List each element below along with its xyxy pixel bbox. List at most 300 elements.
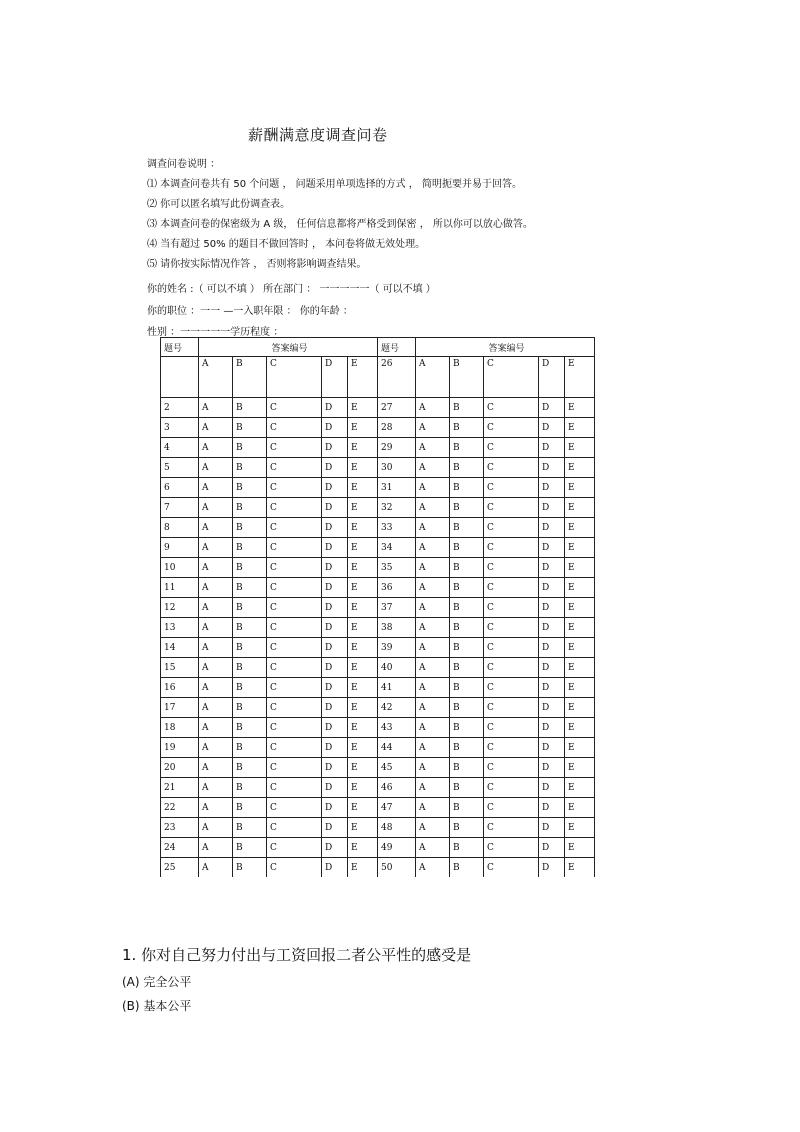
answer-option-e[interactable]: E: [348, 718, 378, 738]
answer-option-c[interactable]: C: [484, 518, 539, 538]
answer-option-a[interactable]: A: [199, 758, 233, 778]
answer-option-e[interactable]: E: [348, 438, 378, 458]
question-number-cell: 37: [378, 598, 416, 618]
answer-option-e[interactable]: E: [565, 698, 595, 718]
answer-option-d[interactable]: D: [539, 618, 565, 638]
table-row: [161, 418, 595, 438]
answer-option-b[interactable]: B: [233, 718, 267, 738]
table-row: [161, 778, 595, 798]
answer-option-b[interactable]: B: [450, 518, 484, 538]
answer-option-c[interactable]: C: [484, 798, 539, 818]
answer-option-c[interactable]: C: [267, 598, 322, 618]
question-number-cell: 20: [161, 758, 199, 778]
answer-option-a[interactable]: A: [199, 798, 233, 818]
answer-option-a[interactable]: A: [416, 357, 450, 398]
answer-option-e[interactable]: E: [348, 398, 378, 418]
answer-option-e[interactable]: E: [565, 598, 595, 618]
answer-option-e[interactable]: E: [565, 558, 595, 578]
answer-option-a[interactable]: A: [416, 638, 450, 658]
answer-option-a[interactable]: A: [199, 538, 233, 558]
answer-option-b[interactable]: B: [233, 778, 267, 798]
answer-option-e[interactable]: E: [565, 618, 595, 638]
answer-option-c[interactable]: C: [267, 838, 322, 858]
answer-option-c[interactable]: C: [484, 778, 539, 798]
answer-option-a[interactable]: A: [199, 498, 233, 518]
answer-option-b[interactable]: B: [233, 498, 267, 518]
table-row: [161, 818, 595, 838]
answer-option-b[interactable]: B: [233, 418, 267, 438]
table-row: [161, 638, 595, 658]
answer-option-b[interactable]: B: [233, 698, 267, 718]
answer-option-a[interactable]: A: [416, 458, 450, 478]
answer-option-e[interactable]: E: [348, 538, 378, 558]
answer-option-d[interactable]: D: [322, 698, 348, 718]
question-number-cell: 23: [161, 818, 199, 838]
question-number-cell: 10: [161, 558, 199, 578]
answer-option-c[interactable]: C: [484, 678, 539, 698]
answer-option-d[interactable]: D: [539, 738, 565, 758]
answer-option-d[interactable]: D: [539, 398, 565, 418]
question-number-cell: 30: [378, 458, 416, 478]
question-number-cell: 8: [161, 518, 199, 538]
answer-option-a[interactable]: A: [416, 798, 450, 818]
answer-option-e[interactable]: E: [348, 678, 378, 698]
answer-option-e[interactable]: E: [348, 738, 378, 758]
answer-option-c[interactable]: C: [267, 738, 322, 758]
answer-option-c[interactable]: C: [484, 357, 539, 398]
answer-option-b[interactable]: B: [233, 518, 267, 538]
answer-option-a[interactable]: A: [199, 357, 233, 398]
answer-option-c[interactable]: C: [484, 478, 539, 498]
answer-option-c[interactable]: C: [484, 598, 539, 618]
answer-option-b[interactable]: B: [450, 398, 484, 418]
answer-option-a[interactable]: A: [199, 678, 233, 698]
answer-option-c[interactable]: C: [267, 357, 322, 398]
question-number-cell: 11: [161, 578, 199, 598]
answer-option-d[interactable]: D: [539, 858, 565, 878]
answer-option-e[interactable]: E: [565, 638, 595, 658]
answer-option-d[interactable]: D: [322, 838, 348, 858]
answer-option-d[interactable]: D: [322, 818, 348, 838]
answer-option-c[interactable]: C: [267, 678, 322, 698]
answer-option-a[interactable]: A: [416, 518, 450, 538]
answer-option-c[interactable]: C: [267, 778, 322, 798]
answer-option-b[interactable]: B: [233, 798, 267, 818]
answer-option-e[interactable]: E: [348, 798, 378, 818]
answer-option-a[interactable]: A: [416, 498, 450, 518]
answer-option-a[interactable]: A: [199, 638, 233, 658]
answer-option-b[interactable]: B: [233, 678, 267, 698]
answer-option-c[interactable]: C: [267, 618, 322, 638]
answer-option-c[interactable]: C: [267, 518, 322, 538]
answer-option-d[interactable]: D: [539, 538, 565, 558]
answer-option-e[interactable]: E: [348, 418, 378, 438]
answer-option-e[interactable]: E: [348, 458, 378, 478]
answer-option-c[interactable]: C: [267, 478, 322, 498]
answer-option-e[interactable]: E: [565, 418, 595, 438]
answer-option-b[interactable]: B: [450, 538, 484, 558]
question-number-cell: 16: [161, 678, 199, 698]
answer-option-a[interactable]: A: [416, 418, 450, 438]
answer-option-d[interactable]: D: [539, 758, 565, 778]
answer-option-a[interactable]: A: [199, 478, 233, 498]
answer-option-e[interactable]: E: [348, 698, 378, 718]
answer-option-c[interactable]: C: [484, 658, 539, 678]
answer-option-b[interactable]: B: [233, 738, 267, 758]
answer-option-b[interactable]: B: [450, 498, 484, 518]
answer-option-a[interactable]: A: [199, 618, 233, 638]
answer-option-b[interactable]: B: [450, 838, 484, 858]
answer-option-d[interactable]: D: [322, 858, 348, 878]
table-row: [161, 678, 595, 698]
answer-option-b[interactable]: B: [233, 758, 267, 778]
answer-option-b[interactable]: B: [450, 718, 484, 738]
answer-option-e[interactable]: E: [565, 398, 595, 418]
answer-option-a[interactable]: A: [416, 558, 450, 578]
answer-option-e[interactable]: E: [565, 818, 595, 838]
answer-option-e[interactable]: E: [565, 438, 595, 458]
question-number-cell: 7: [161, 498, 199, 518]
question-number-cell: 18: [161, 718, 199, 738]
answer-option-e[interactable]: E: [565, 858, 595, 878]
question-1-option-b[interactable]: (B) 基本公平: [122, 999, 192, 1013]
answer-option-a[interactable]: A: [199, 578, 233, 598]
answer-option-c[interactable]: C: [484, 838, 539, 858]
answer-option-b[interactable]: B: [450, 598, 484, 618]
answer-option-c[interactable]: C: [267, 858, 322, 878]
answer-option-e[interactable]: E: [348, 858, 378, 878]
answer-option-a[interactable]: A: [199, 738, 233, 758]
answer-option-d[interactable]: D: [322, 678, 348, 698]
answer-option-d[interactable]: D: [322, 638, 348, 658]
answer-option-c[interactable]: C: [267, 658, 322, 678]
answer-option-b[interactable]: B: [233, 558, 267, 578]
answer-option-a[interactable]: A: [199, 438, 233, 458]
answer-option-d[interactable]: D: [322, 798, 348, 818]
question-number-cell: 42: [378, 698, 416, 718]
answer-option-e[interactable]: E: [348, 838, 378, 858]
answer-option-b[interactable]: B: [233, 818, 267, 838]
answer-option-e[interactable]: E: [565, 758, 595, 778]
answer-option-d[interactable]: D: [322, 478, 348, 498]
answer-option-e[interactable]: E: [565, 678, 595, 698]
answer-option-b[interactable]: B: [450, 818, 484, 838]
table-row: [161, 738, 595, 758]
question-number-cell: 9: [161, 538, 199, 558]
answer-option-a[interactable]: A: [416, 738, 450, 758]
answer-sheet-table: [160, 337, 595, 877]
answer-option-a[interactable]: A: [416, 818, 450, 838]
answer-option-e[interactable]: E: [348, 558, 378, 578]
answer-option-b[interactable]: B: [233, 578, 267, 598]
instruction-item: ⑷ 当有超过 50% 的题目不做回答时 ， 本问卷将做无效处理。: [147, 239, 426, 250]
answer-option-c[interactable]: C: [484, 698, 539, 718]
answer-option-d[interactable]: D: [322, 778, 348, 798]
table-row: [161, 578, 595, 598]
answer-option-d[interactable]: D: [539, 438, 565, 458]
question-number-cell: 41: [378, 678, 416, 698]
question-number-cell: 3: [161, 418, 199, 438]
answer-option-d[interactable]: D: [539, 598, 565, 618]
answer-option-a[interactable]: A: [199, 778, 233, 798]
answer-option-d[interactable]: D: [539, 357, 565, 398]
question-number-cell: 5: [161, 458, 199, 478]
answer-option-d[interactable]: D: [539, 778, 565, 798]
answer-option-d[interactable]: D: [539, 798, 565, 818]
answer-option-c[interactable]: C: [484, 738, 539, 758]
question-number-cell: 46: [378, 778, 416, 798]
table-row: [161, 798, 595, 818]
question-number-cell: 48: [378, 818, 416, 838]
answer-option-b[interactable]: B: [233, 538, 267, 558]
question-number-cell: 43: [378, 718, 416, 738]
answer-option-d[interactable]: D: [322, 538, 348, 558]
answer-option-b[interactable]: B: [233, 357, 267, 398]
answer-option-a[interactable]: A: [199, 598, 233, 618]
answer-option-d[interactable]: D: [322, 738, 348, 758]
answer-option-b[interactable]: B: [450, 738, 484, 758]
answer-option-d[interactable]: D: [322, 518, 348, 538]
answer-option-a[interactable]: A: [416, 678, 450, 698]
answer-option-e[interactable]: E: [565, 578, 595, 598]
answer-option-d[interactable]: D: [539, 818, 565, 838]
answer-option-d[interactable]: D: [322, 578, 348, 598]
answer-option-d[interactable]: D: [322, 357, 348, 398]
answer-option-c[interactable]: C: [267, 418, 322, 438]
answer-option-e[interactable]: E: [565, 798, 595, 818]
answer-option-c[interactable]: C: [484, 618, 539, 638]
question-number-cell: 49: [378, 838, 416, 858]
answer-option-c[interactable]: C: [484, 818, 539, 838]
answer-option-b[interactable]: B: [233, 398, 267, 418]
answer-option-c[interactable]: C: [267, 498, 322, 518]
answer-option-a[interactable]: A: [416, 758, 450, 778]
answer-option-b[interactable]: B: [450, 698, 484, 718]
answer-option-a[interactable]: A: [199, 558, 233, 578]
answer-option-a[interactable]: A: [416, 838, 450, 858]
answer-option-c[interactable]: C: [484, 758, 539, 778]
answer-option-c[interactable]: C: [484, 438, 539, 458]
answer-option-c[interactable]: C: [484, 538, 539, 558]
answer-option-c[interactable]: C: [267, 758, 322, 778]
answer-option-a[interactable]: A: [416, 398, 450, 418]
answer-option-b[interactable]: B: [233, 458, 267, 478]
table-row: [161, 538, 595, 558]
answer-option-b[interactable]: B: [233, 438, 267, 458]
answer-option-a[interactable]: A: [416, 538, 450, 558]
answer-option-d[interactable]: D: [322, 438, 348, 458]
answer-option-e[interactable]: E: [348, 618, 378, 638]
answer-option-b[interactable]: B: [450, 418, 484, 438]
answer-option-a[interactable]: A: [416, 578, 450, 598]
answer-option-d[interactable]: D: [322, 618, 348, 638]
answer-option-e[interactable]: E: [348, 778, 378, 798]
question-1-text: 1. 你对自己努力付出与工资回报二者公平性的感受是: [122, 946, 472, 964]
answer-option-b[interactable]: B: [450, 357, 484, 398]
answer-option-a[interactable]: A: [199, 718, 233, 738]
answer-option-e[interactable]: E: [565, 478, 595, 498]
answer-option-e[interactable]: E: [348, 598, 378, 618]
answer-option-a[interactable]: A: [199, 398, 233, 418]
answer-option-b[interactable]: B: [450, 638, 484, 658]
answer-option-d[interactable]: D: [539, 578, 565, 598]
answer-option-e[interactable]: E: [348, 357, 378, 398]
answer-option-b[interactable]: B: [450, 478, 484, 498]
answer-option-e[interactable]: E: [348, 578, 378, 598]
answer-option-b[interactable]: B: [233, 638, 267, 658]
question-number-cell: 31: [378, 478, 416, 498]
answer-option-a[interactable]: A: [416, 478, 450, 498]
question-number-cell: 2: [161, 398, 199, 418]
answer-option-e[interactable]: E: [565, 738, 595, 758]
answer-option-b[interactable]: B: [450, 678, 484, 698]
question-number-cell: 47: [378, 798, 416, 818]
answer-option-e[interactable]: E: [348, 818, 378, 838]
answer-option-d[interactable]: D: [539, 478, 565, 498]
answer-option-d[interactable]: D: [322, 758, 348, 778]
answer-option-a[interactable]: A: [416, 658, 450, 678]
question-number-cell: 6: [161, 478, 199, 498]
answer-option-a[interactable]: A: [199, 658, 233, 678]
answer-option-c[interactable]: C: [267, 638, 322, 658]
answer-option-d[interactable]: D: [322, 498, 348, 518]
answer-option-c[interactable]: C: [484, 638, 539, 658]
answer-option-e[interactable]: E: [565, 838, 595, 858]
table-row: [161, 478, 595, 498]
table-row: [161, 518, 595, 538]
answer-option-d[interactable]: D: [539, 518, 565, 538]
answer-option-c[interactable]: C: [267, 538, 322, 558]
table-row: [161, 758, 595, 778]
answer-option-a[interactable]: A: [416, 698, 450, 718]
answer-option-d[interactable]: D: [322, 398, 348, 418]
answer-option-b[interactable]: B: [450, 758, 484, 778]
question-number-cell: 14: [161, 638, 199, 658]
answer-option-b[interactable]: B: [450, 438, 484, 458]
answer-option-c[interactable]: C: [267, 458, 322, 478]
answer-option-c[interactable]: C: [267, 698, 322, 718]
answer-option-d[interactable]: D: [539, 458, 565, 478]
answer-option-a[interactable]: A: [199, 458, 233, 478]
answer-option-d[interactable]: D: [322, 458, 348, 478]
answer-option-b[interactable]: B: [450, 658, 484, 678]
answer-option-c[interactable]: C: [484, 418, 539, 438]
answer-option-a[interactable]: A: [416, 598, 450, 618]
answer-option-a[interactable]: A: [199, 838, 233, 858]
table-row: [161, 838, 595, 858]
answer-option-b[interactable]: B: [450, 778, 484, 798]
answer-option-b[interactable]: B: [450, 858, 484, 878]
answer-option-a[interactable]: A: [199, 858, 233, 878]
answer-option-d[interactable]: D: [539, 638, 565, 658]
instruction-item: ⑶ 本调查问卷的保密级为 A 级， 任何信息都将严格受到保密 ， 所以你可以放心做答。: [147, 219, 533, 230]
table-row: [161, 398, 595, 418]
answer-option-e[interactable]: E: [565, 778, 595, 798]
answer-option-d[interactable]: D: [539, 498, 565, 518]
answer-option-c[interactable]: C: [484, 718, 539, 738]
answer-option-c[interactable]: C: [484, 858, 539, 878]
question-number-cell: 36: [378, 578, 416, 598]
answer-option-e[interactable]: E: [348, 658, 378, 678]
answer-option-b[interactable]: B: [450, 618, 484, 638]
answer-option-a[interactable]: A: [199, 698, 233, 718]
answer-option-e[interactable]: E: [565, 357, 595, 398]
answer-option-b[interactable]: B: [450, 798, 484, 818]
answer-option-c[interactable]: C: [267, 798, 322, 818]
table-row: [161, 598, 595, 618]
answer-option-c[interactable]: C: [267, 718, 322, 738]
answer-option-d[interactable]: D: [322, 718, 348, 738]
answer-option-e[interactable]: E: [565, 458, 595, 478]
answer-option-d[interactable]: D: [539, 698, 565, 718]
answer-option-b[interactable]: B: [233, 598, 267, 618]
answer-option-d[interactable]: D: [539, 678, 565, 698]
answer-option-c[interactable]: C: [267, 578, 322, 598]
table-row: [161, 498, 595, 518]
answer-option-e[interactable]: E: [348, 638, 378, 658]
answer-option-d[interactable]: D: [539, 418, 565, 438]
answer-option-e[interactable]: E: [348, 518, 378, 538]
question-number-cell: 45: [378, 758, 416, 778]
answer-option-e[interactable]: E: [565, 718, 595, 738]
answer-option-a[interactable]: A: [199, 518, 233, 538]
question-1-option-a[interactable]: (A) 完全公平: [122, 975, 192, 989]
answer-option-d[interactable]: D: [539, 718, 565, 738]
answer-option-d[interactable]: D: [322, 598, 348, 618]
answer-option-c[interactable]: C: [484, 458, 539, 478]
answer-option-e[interactable]: E: [565, 658, 595, 678]
answer-option-a[interactable]: A: [416, 438, 450, 458]
answer-option-b[interactable]: B: [233, 658, 267, 678]
answer-option-e[interactable]: E: [348, 758, 378, 778]
answer-option-d[interactable]: D: [322, 418, 348, 438]
answer-option-c[interactable]: C: [267, 558, 322, 578]
answer-option-a[interactable]: A: [416, 858, 450, 878]
answer-option-c[interactable]: C: [484, 558, 539, 578]
answer-option-c[interactable]: C: [267, 438, 322, 458]
answer-option-d[interactable]: D: [539, 838, 565, 858]
answer-option-c[interactable]: C: [267, 818, 322, 838]
answer-option-a[interactable]: A: [199, 818, 233, 838]
question-number-cell: 32: [378, 498, 416, 518]
answer-option-c[interactable]: C: [484, 398, 539, 418]
answer-option-e[interactable]: E: [348, 478, 378, 498]
answer-option-a[interactable]: A: [416, 618, 450, 638]
answer-option-a[interactable]: A: [416, 718, 450, 738]
answer-option-d[interactable]: D: [322, 558, 348, 578]
answer-option-e[interactable]: E: [348, 498, 378, 518]
answer-option-b[interactable]: B: [233, 618, 267, 638]
answer-option-e[interactable]: E: [565, 518, 595, 538]
answer-option-a[interactable]: A: [416, 778, 450, 798]
answer-option-b[interactable]: B: [233, 838, 267, 858]
answer-option-d[interactable]: D: [539, 658, 565, 678]
answer-option-b[interactable]: B: [233, 858, 267, 878]
answer-option-a[interactable]: A: [199, 418, 233, 438]
answer-option-d[interactable]: D: [322, 658, 348, 678]
answer-option-b[interactable]: B: [450, 578, 484, 598]
answer-option-c[interactable]: C: [267, 398, 322, 418]
answer-option-b[interactable]: B: [450, 458, 484, 478]
question-number-cell: 4: [161, 438, 199, 458]
answer-option-d[interactable]: D: [539, 558, 565, 578]
answer-option-b[interactable]: B: [450, 558, 484, 578]
answer-option-b[interactable]: B: [233, 478, 267, 498]
answer-option-c[interactable]: C: [484, 578, 539, 598]
answer-option-c[interactable]: C: [484, 498, 539, 518]
answer-option-e[interactable]: E: [565, 538, 595, 558]
answer-option-e[interactable]: E: [565, 498, 595, 518]
